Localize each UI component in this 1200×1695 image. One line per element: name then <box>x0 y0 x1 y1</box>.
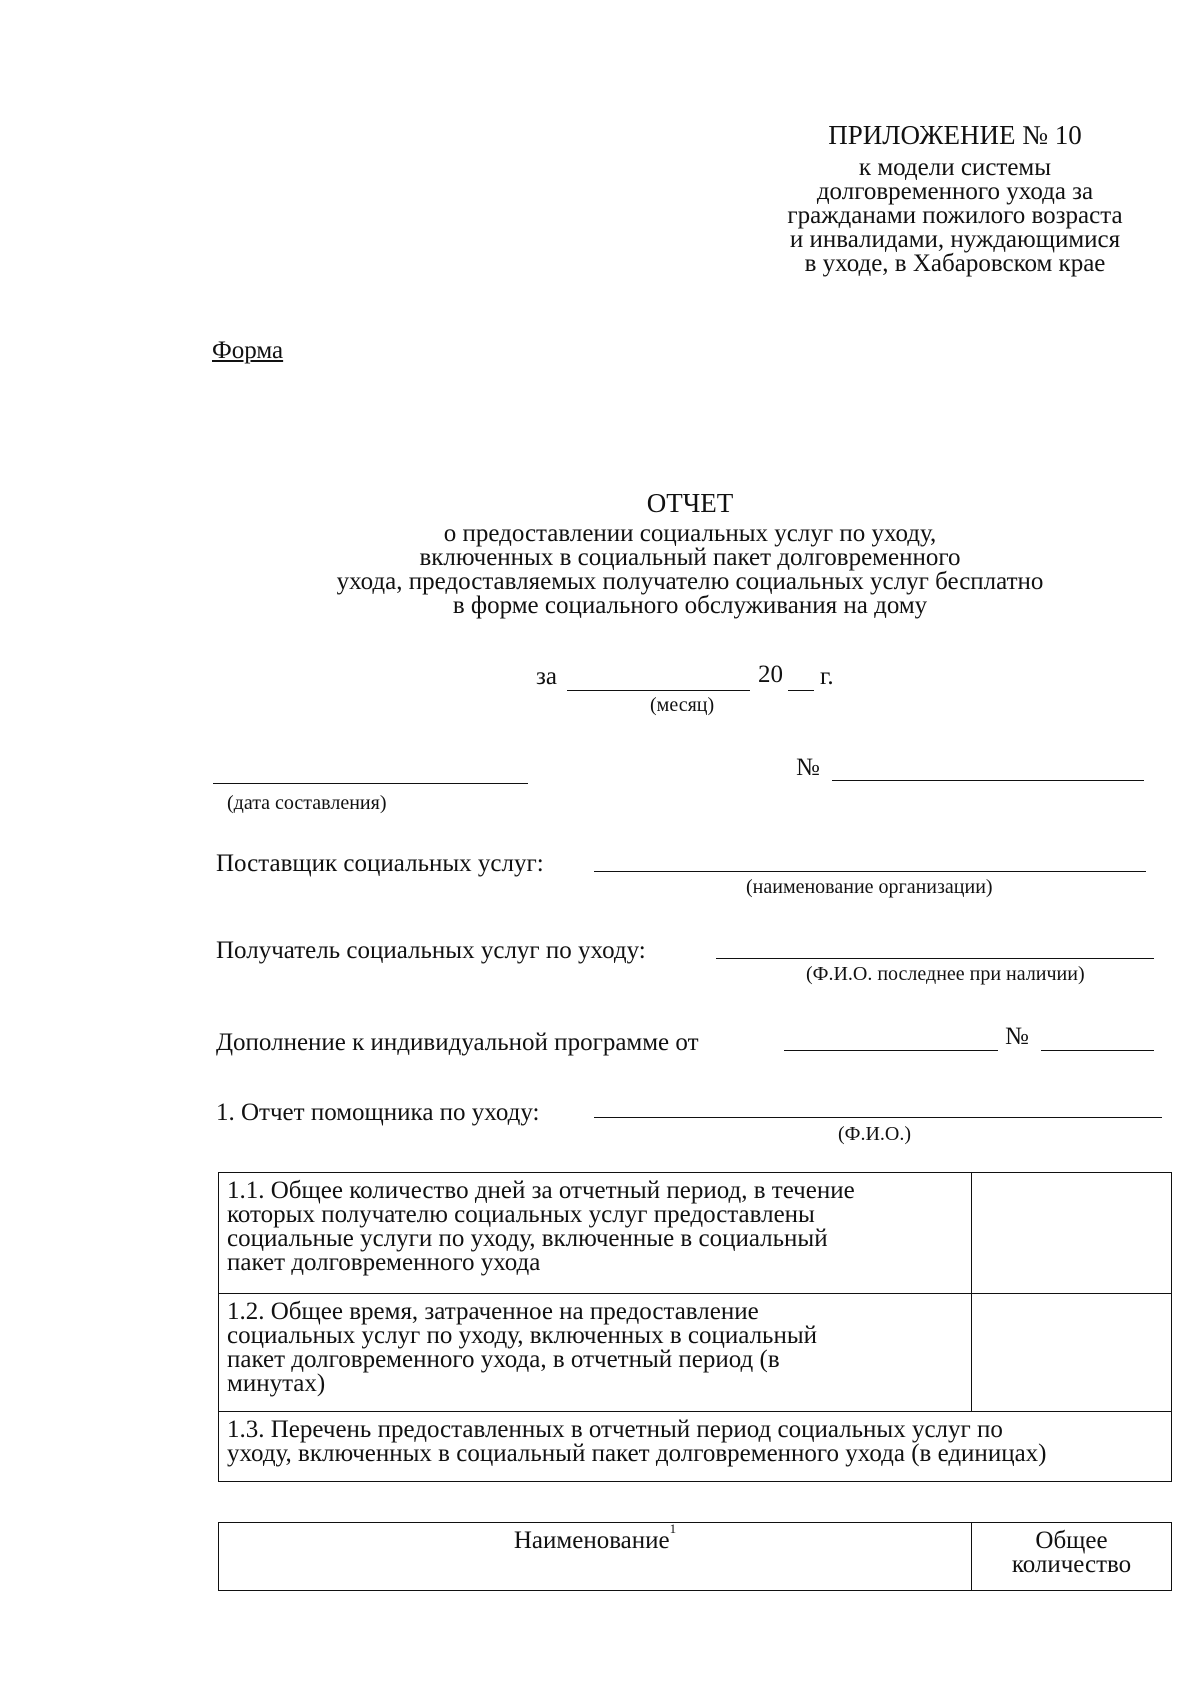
cell-text-line: 1.1. Общее количество дней за отчетный период, в течение <box>227 1177 855 1204</box>
column-header-label: Общее <box>1035 1527 1108 1554</box>
services-table <box>218 1522 1172 1591</box>
table-row <box>219 1412 1172 1482</box>
column-header-label: количество <box>1011 1551 1132 1578</box>
period-year-prefix: 20 <box>758 661 783 688</box>
column-header-total <box>972 1523 1172 1591</box>
cell-text-line: минутах) <box>227 1370 326 1397</box>
appendix-line: в уходе, в Хабаровском крае <box>804 250 1106 277</box>
period-year-suffix: г. <box>820 663 834 690</box>
assistant-label: 1. Отчет помощника по уходу: <box>216 1099 540 1126</box>
cell-text-line: пакет долговременного ухода, в отчетный период (в <box>227 1346 780 1373</box>
provider-blank[interactable] <box>594 871 1146 872</box>
appendix-title: ПРИЛОЖЕНИЕ № 10 <box>828 120 1082 150</box>
column-header-name <box>219 1523 972 1591</box>
form-label: Форма <box>212 337 284 364</box>
assistant-caption: (Ф.И.О.) <box>838 1123 912 1145</box>
report-title: ОТЧЕТ <box>646 488 734 518</box>
assistant-blank[interactable] <box>594 1117 1162 1118</box>
cell-text-line: пакет долговременного ухода <box>227 1249 541 1276</box>
appendix-line: долговременного ухода за <box>816 178 1094 205</box>
report-subtitle-line: в форме социального обслуживания на дому <box>452 592 928 619</box>
recipient-caption: (Ф.И.О. последнее при наличии) <box>806 963 1085 985</box>
recipient-label: Получатель социальных услуг по уходу: <box>216 937 646 964</box>
table-cell <box>219 1173 972 1294</box>
month-blank[interactable] <box>567 690 750 691</box>
report-heading <box>150 488 1200 618</box>
cell-text-line: уходу, включенных в социальный пакет долговременного ухода (в единицах) <box>227 1440 1047 1467</box>
period-prefix: за <box>536 663 557 690</box>
provider-label: Поставщик социальных услуг: <box>216 850 544 877</box>
supplement-number-blank[interactable] <box>1041 1050 1154 1051</box>
table-row <box>219 1294 1172 1412</box>
table-header-row <box>219 1523 1172 1591</box>
year-blank[interactable] <box>788 690 814 691</box>
cell-text-line: социальные услуги по уходу, включенные в социальный <box>227 1225 828 1252</box>
date-blank[interactable] <box>213 783 528 784</box>
supplement-number-label: № <box>1005 1023 1029 1050</box>
number-label: № <box>796 754 820 781</box>
days-value-cell[interactable] <box>972 1173 1172 1294</box>
number-blank[interactable] <box>832 780 1144 781</box>
appendix-line: к модели системы <box>858 154 1052 181</box>
report-subtitle-line: о предоставлении социальных услуг по уходу, <box>443 520 937 547</box>
cell-text-line: 1.2. Общее время, затраченное на предоставление <box>227 1298 759 1325</box>
month-caption: (месяц) <box>650 694 715 716</box>
provider-caption: (наименование организации) <box>746 876 993 898</box>
supplement-label: Дополнение к индивидуальной программе от <box>216 1029 699 1056</box>
column-header-label: Наименование <box>513 1527 670 1554</box>
table-row <box>219 1173 1172 1294</box>
recipient-blank[interactable] <box>716 958 1154 959</box>
cell-text-line: которых получателю социальных услуг предоставлены <box>227 1201 815 1228</box>
table-cell <box>219 1294 972 1412</box>
appendix-line: гражданами пожилого возраста <box>787 202 1123 229</box>
cell-text-line: 1.3. Перечень предоставленных в отчетный период социальных услуг по <box>227 1416 1003 1443</box>
footnote-marker: 1 <box>669 1521 677 1536</box>
date-caption: (дата составления) <box>227 792 387 814</box>
report-subtitle-line: включенных в социальный пакет долговременного <box>419 544 961 571</box>
table-cell <box>219 1412 1172 1482</box>
report-subtitle-line: ухода, предоставляемых получателю социальных услуг бесплатно <box>336 568 1044 595</box>
appendix-header <box>740 120 1170 276</box>
appendix-line: и инвалидами, нуждающимися <box>789 226 1121 253</box>
time-value-cell[interactable] <box>972 1294 1172 1412</box>
summary-table <box>218 1172 1172 1482</box>
cell-text-line: социальных услуг по уходу, включенных в социальный <box>227 1322 818 1349</box>
supplement-date-blank[interactable] <box>784 1050 998 1051</box>
